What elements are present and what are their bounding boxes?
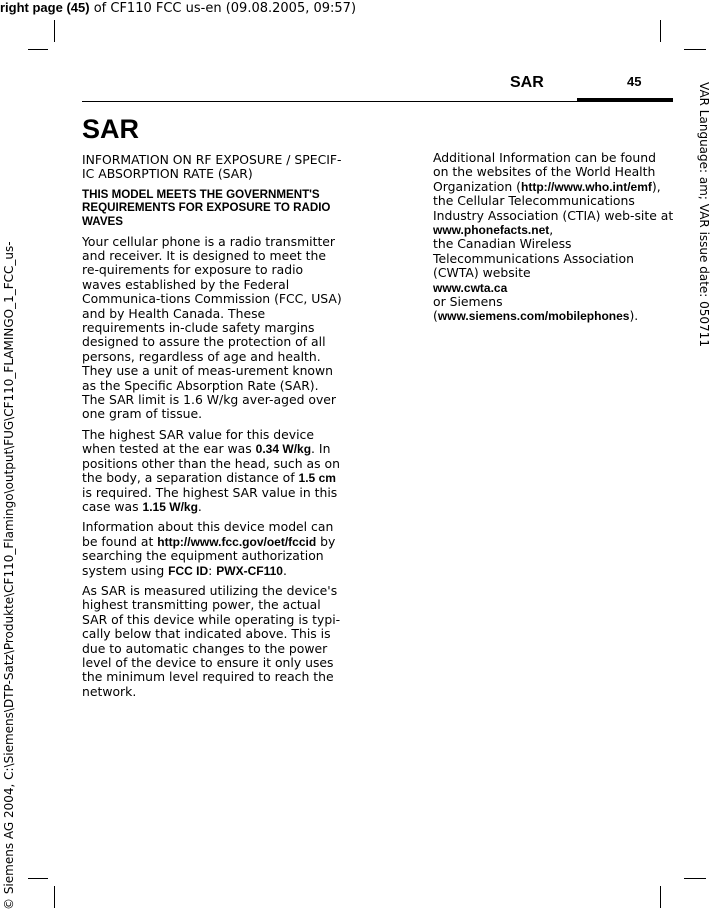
ctia-url[interactable]: www.phonefacts.net	[433, 223, 550, 238]
running-header-title: SAR	[510, 74, 544, 91]
page-title: SAR	[82, 114, 140, 144]
right-column	[433, 151, 675, 330]
paragraph-additional-info: Additional Information can be found on the websites of the World Health Organization (http://www.who.int/emf), the Cellular Telecommunications Industry Association (CTIA) web-site at www.phonefacts.net, the Canadian Wireless Telecommunications Association (CWTA) website www.cwta.ca or Siemens (www.siemens.com/mobilephones).	[433, 150, 674, 324]
sar-ear-value: 0.34 W/kg	[255, 442, 312, 457]
siemens-url[interactable]: www.siemens.com/mobilephones	[437, 309, 630, 324]
paragraph-transmitter: Your cellular phone is a radio transmitter and receiver. It is designed to meet the re-quirements for exposure to radio waves established by the Federal Communica-tions Commission (FCC, USA) and by Health Canada. These requirements in-clude safety margins designed to assure the protection of all persons, regardless of age and health. They use a unit of meas-urement known as the Specific Absorption Rate (SAR). The SAR limit is 1.6 W/kg aver-aged over one gram of tissue.	[82, 233, 342, 422]
separation-distance: 1.5 cm	[298, 471, 336, 486]
crop-mark	[660, 886, 661, 908]
crop-mark	[54, 886, 55, 908]
crop-mark	[660, 20, 661, 42]
page-number: 45	[627, 74, 642, 89]
cwta-url[interactable]: www.cwta.ca	[433, 280, 508, 295]
who-url[interactable]: http://www.who.int/emf	[521, 179, 652, 194]
crop-mark	[54, 20, 55, 42]
fcc-id-value: PWX-CF110	[216, 563, 283, 578]
compliance-heading: THIS MODEL MEETS THE GOVERNMENT'S REQUIREMENTS FOR EXPOSURE TO RADIO WAVES	[82, 187, 331, 228]
paragraph-power: As SAR is measured utilizing the device's highest transmitting power, the actual SAR of this device while operating is typi-cally below that indicated above. This is due to automatic changes to the power level of the device to ensure it only uses the minimum level required to reach the network.	[82, 582, 341, 699]
paragraph-sar-values: The highest SAR value for this device when tested at the ear was 0.34 W/kg. In positions other than the head, such as on the body, a separation distance of 1.5 cm is required. The highest SAR value in this case was 1.15 W/kg.	[82, 426, 340, 514]
intro-caps: INFORMATION ON RF EXPOSURE / SPECIF-IC ABSORPTION RATE (SAR)	[82, 152, 342, 182]
left-column	[82, 153, 344, 705]
print-info: right page (45) of CF110 FCC us-en (09.08.2005, 09:57)	[0, 0, 357, 16]
paragraph-fcc-info: Information about this device model can be found at http://www.fcc.gov/oet/fccid by searching the equipment authorization system using FCC ID: PWX-CF110.	[82, 519, 336, 578]
sar-body-value: 1.15 W/kg	[142, 499, 198, 514]
crop-mark	[28, 49, 48, 50]
crop-mark	[28, 878, 48, 879]
fcc-id-label: FCC ID	[168, 563, 209, 578]
crop-mark	[684, 878, 706, 879]
crop-mark	[684, 49, 706, 50]
fcc-url[interactable]: http://www.fcc.gov/oet/fccid	[157, 534, 317, 549]
header-tab	[577, 98, 673, 102]
